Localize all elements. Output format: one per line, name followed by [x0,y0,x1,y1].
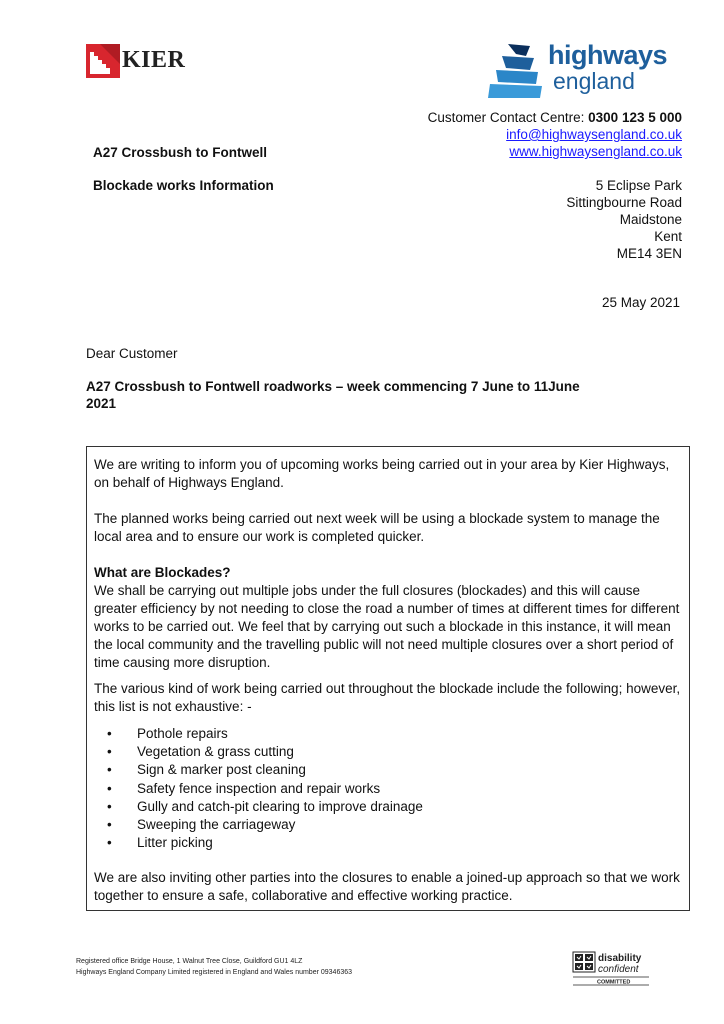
subject-line-continued: 2021 [86,396,117,411]
closing-paragraph: We are also inviting other parties into the closures to enable a joined-up approach so that we work together to ensure a safe, collaborative and effective working practice. [94,870,680,903]
list-item: • Gully and catch-pit clearing to improve drainage [103,798,423,816]
blockades-heading: What are Blockades? [94,565,231,580]
list-item: • Sweeping the carriageway [103,816,423,834]
contact-centre-number: 0300 123 5 000 [588,110,682,125]
confident-text: confident [598,964,639,975]
disability-confident-logo [571,950,651,986]
letter-date: 25 May 2021 [601,295,680,310]
address-line: Maidstone [619,212,682,227]
highways-england-logo [486,42,682,102]
address-line: 5 Eclipse Park [595,178,682,193]
disability-text: disability [598,953,642,964]
address-line: ME14 3EN [616,246,682,261]
disability-confident-badge [571,950,651,986]
list-item: • Vegetation & grass cutting [103,743,423,761]
work-types-list [103,725,423,852]
address-line: Sittingbourne Road [566,195,682,210]
work-types-intro: The various kind of work being carried out throughout the blockade include the following; however, this list is not exhaustive: - [94,681,681,714]
kier-logo-mark [86,44,120,78]
salutation: Dear Customer [86,346,178,361]
kier-logo [86,44,186,78]
list-item: • Sign & marker post cleaning [103,761,423,779]
highways-logo-text: highways [548,40,668,70]
committed-text: COMMITTED [597,979,631,986]
website-link[interactable]: www.highwaysengland.co.uk [509,144,682,159]
contact-centre-label: Customer Contact Centre: [427,110,589,125]
blockade-paragraph: The planned works being carried out next week will be using a blockade system to manage the local area and to ensure our work is completed quicker. [94,511,660,544]
list-item: • Pothole repairs [103,725,423,743]
email-link[interactable]: info@highwaysengland.co.uk [506,127,682,142]
footer-company-number: Highways England Company Limited registered in England and Wales number 09346363 [76,969,353,976]
list-item: • Safety fence inspection and repair works [103,780,423,798]
document-title: A27 Crossbush to Fontwell [93,145,268,160]
email-row [506,126,682,143]
address-line: Kent [654,229,682,244]
information-box [86,446,690,911]
highways-england-logo-mark [486,42,548,100]
kier-logo-text: KIER [122,47,186,73]
england-logo-text: england [553,68,635,94]
intro-paragraph: We are writing to inform you of upcoming works being carried out in your area by Kier Highways, on behalf of Highways England. [94,457,670,490]
footer-registered-office: Registered office Bridge House, 1 Walnut Tree Close, Guildford GU1 4LZ [76,958,303,965]
subject-line: A27 Crossbush to Fontwell roadworks – week commencing 7 June to 11June [86,379,580,394]
document-subtitle: Blockade works Information [93,178,274,193]
contact-centre [428,109,682,126]
blockades-explanation: We shall be carrying out multiple jobs under the full closures (blockades) and this will cause greater efficiency by not needing to close the road a number of times at different times for different works to be carried out. We feel that by carrying out such a blockade in this instance, it will mean the local community and the travelling public will not need multiple closures over a short period of time causing more disruption. [94,583,680,670]
list-item: • Litter picking [103,834,423,852]
website-row [509,143,682,160]
footer-registration [76,956,352,978]
